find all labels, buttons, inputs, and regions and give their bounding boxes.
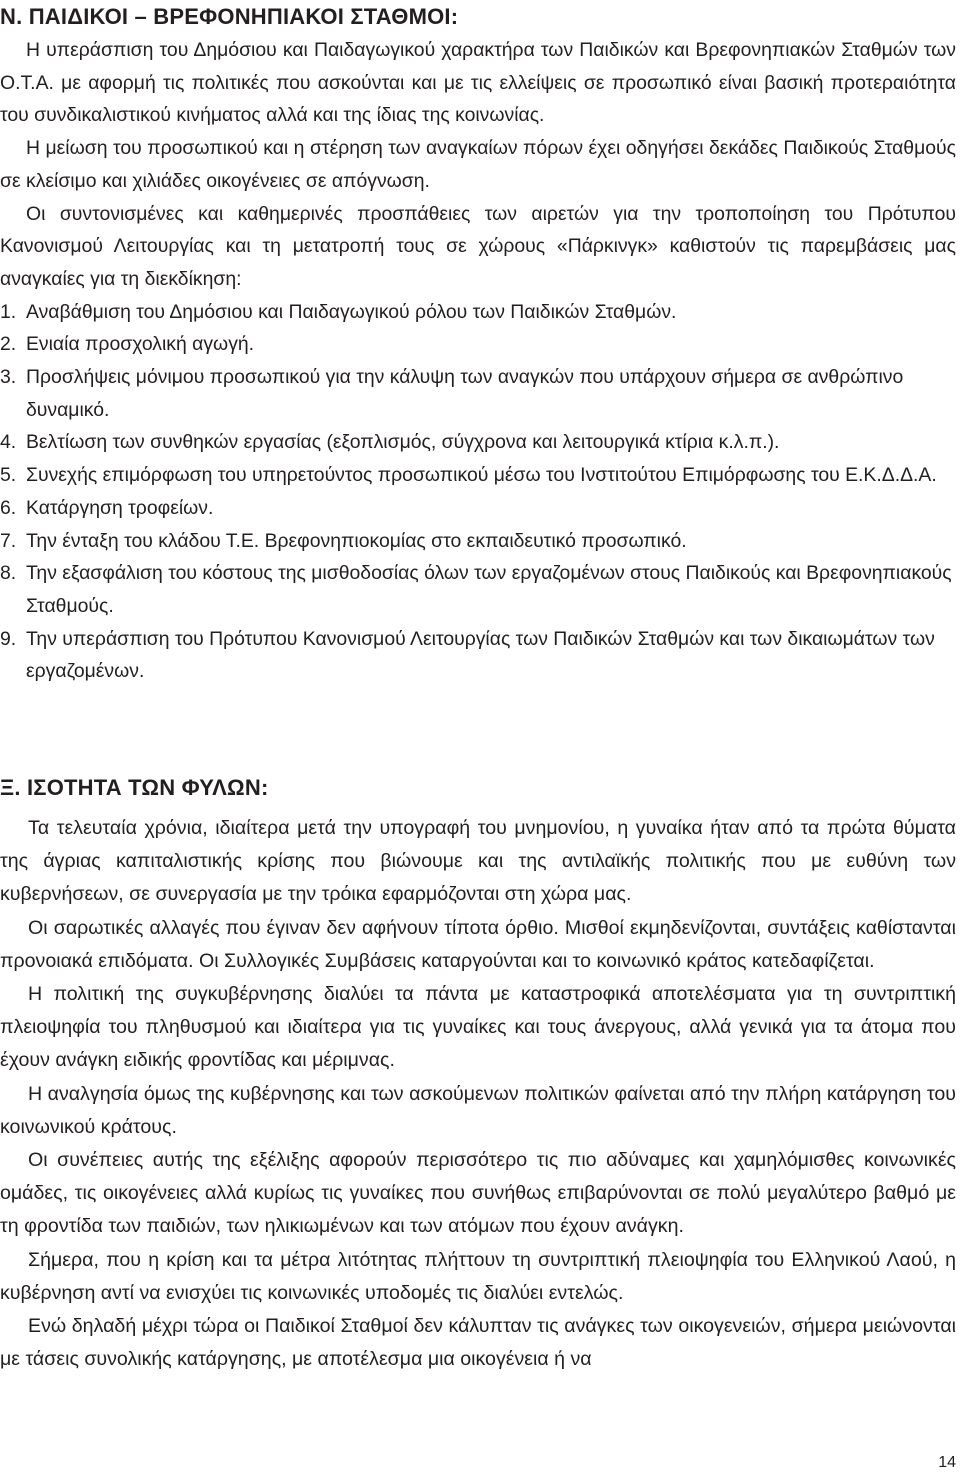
section-x-paragraph-6: Σήμερα, που η κρίση και τα μέτρα λιτότητας πλήττουν τη συντριπτική πλειοψηφία του Ελληνικού Λαού, η κυβέρνηση αντί να ενισχύει τις κοινωνικές υποδομές τις διαλύει εντελώς. [0,1248,956,1304]
list-item-number: 1. [0,300,17,323]
section-x-paragraph-7: Ενώ δηλαδή μέχρι τώρα οι Παιδικοί Σταθμοί δεν κάλυπταν τις ανάγκες των οικογενειών, σήμερα μειώνονται με τάσεις συνολικής κατάργησης, με αποτέλεσμα μια οικογένεια ή να [0,1315,956,1371]
section-x-title: Ξ. ΙΣΟΤΗΤΑ ΤΩΝ ΦΥΛΩΝ: [0,775,269,800]
list-item-text: Την εξασφάλιση του κόστους της μισθοδοσίας όλων των εργαζομένων στους Παιδικούς και Βρεφονηπιακούς Σταθμούς. [26,562,952,617]
section-x-paragraph-1: Τα τελευταία χρόνια, ιδιαίτερα μετά την υπογραφή του μνημονίου, η γυναίκα ήταν από τα πρώτα θύματα της άγριας καπιταλιστικής κρίσης που βιώνουμε και της αντιλαϊκής πολιτικής που με ευθύνη των κυβερνήσεων, σε συνεργασία με την τρόικα εφαρμόζονται στη χώρα μας. [0,817,956,906]
list-item-text: Την υπεράσπιση του Πρότυπου Κανονισμού Λειτουργίας των Παιδικών Σταθμών και των δικαιωμάτων των εργαζομένων. [26,627,935,683]
list-item-number: 5. [0,464,17,487]
section-n-body [0,34,956,688]
list-item [0,459,956,492]
section-n-paragraph-1: Η υπεράσπιση του Δημόσιου και Παιδαγωγικού χαρακτήρα των Παιδικών και Βρεφονηπιακών Σταθμών των Ο.Τ.Α. με αφορμή τις πολιτικές που ασκούνται και με τις ελλείψεις σε προσωπικό είναι βασική προτεραιότητα του συνδικαλιστικού κινήματος αλλά και της ίδιας της κοινωνίας. [0,39,956,127]
list-item [0,361,956,426]
list-item [0,492,956,525]
list-item-number: 9. [0,627,17,650]
list-item-text: Βελτίωση των συνθηκών εργασίας (εξοπλισμός, σύγχρονα και λειτουργικά κτίρια κ.λ.π.). [26,431,780,454]
list-item-number: 6. [0,496,17,519]
list-item-number: 8. [0,562,17,585]
list-item-text: Προσλήψεις μόνιμου προσωπικού για την κάλυψη των αναγκών που υπάρχουν σήμερα σε ανθρώπινο δυναμικό. [26,366,904,421]
section-x-paragraph-4: Η αναλγησία όμως της κυβέρνησης και των ασκούμενων πολιτικών φαίνεται από την πλήρη κατάργηση του κοινωνικού κράτους. [0,1082,956,1138]
section-x-paragraph-3: Η πολιτική της συγκυβέρνησης διαλύει τα πάντα με καταστροφικά αποτελέσματα για τη συντριπτική πλειοψηφία του πληθυσμού και ιδιαίτερα για τις γυναίκες και τους άνεργους, αλλά γενικά για τα άτομα που έχουν ανάγκη ειδικής φροντίδας και μέριμνας. [0,983,956,1072]
list-item-number: 3. [0,366,17,389]
list-item [0,623,956,688]
list-item [0,525,956,558]
section-n-paragraph-3: Οι συντονισμένες και καθημερινές προσπάθειες των αιρετών για την τροποποίηση του Πρότυπου Κανονισμού Λειτουργίας και τη μετατροπή τους σε χώρους «Πάρκινγκ» καθιστούν τις παρεμβάσεις μας αναγκαίες για τη διεκδίκηση: [0,202,956,290]
list-item [0,557,956,622]
section-x-paragraph-5: Οι συνέπειες αυτής της εξέλιξης αφορούν περισσότερο τις πιο αδύναμες και χαμηλόμισθες κοινωνικές ομάδες, τις οικογένειες αλλά κυρίως τις γυναίκες που συνήθως επιβαρύνονται σε πολύ μεγαλύτερο βαθμό με τη φροντίδα των παιδιών, των ηλικιωμένων και των ατόμων που έχουν ανάγκη. [0,1149,956,1238]
list-item-text: Συνεχής επιμόρφωση του υπηρετούντος προσωπικού μέσω του Ινστιτούτου Επιμόρφωσης του Ε.Κ.Δ.Δ.Α. [26,464,937,487]
page-number: 14 [938,1454,956,1471]
list-item-text: Κατάργηση τροφείων. [26,496,214,519]
section-n-paragraph-2: Η μείωση του προσωπικού και η στέρηση των αναγκαίων πόρων έχει οδηγήσει δεκάδες Παιδικούς Σταθμούς σε κλείσιμο και χιλιάδες οικογένειες σε απόγνωση. [0,137,956,192]
section-n-title: Ν. ΠΑΙΔΙΚΟΙ – ΒΡΕΦΟΝΗΠΙΑΚΟΙ ΣΤΑΘΜΟΙ: [0,4,459,29]
list-item-text: Ενιαία προσχολική αγωγή. [26,333,255,356]
list-item [0,296,956,329]
list-item [0,426,956,459]
section-x-body [0,812,956,1376]
demands-list [0,296,956,688]
list-item-text: Την ένταξη του κλάδου Τ.Ε. Βρεφονηπιοκομίας στο εκπαιδευτικό προσωπικό. [26,529,687,552]
list-item-number: 7. [0,529,17,552]
list-item-number: 2. [0,333,17,356]
list-item-text: Αναβάθμιση του Δημόσιου και Παιδαγωγικού ρόλου των Παιδικών Σταθμών. [26,300,677,323]
list-item-number: 4. [0,431,17,454]
list-item [0,328,956,361]
section-x-paragraph-2: Οι σαρωτικές αλλαγές που έγιναν δεν αφήνουν τίποτα όρθιο. Μισθοί εκμηδενίζονται, συντάξεις καθίστανται προνοιακά επιδόματα. Οι Συλλογικές Συμβάσεις καταργούνται και το κοινωνικό κράτος κατεδαφίζεται. [0,916,956,972]
